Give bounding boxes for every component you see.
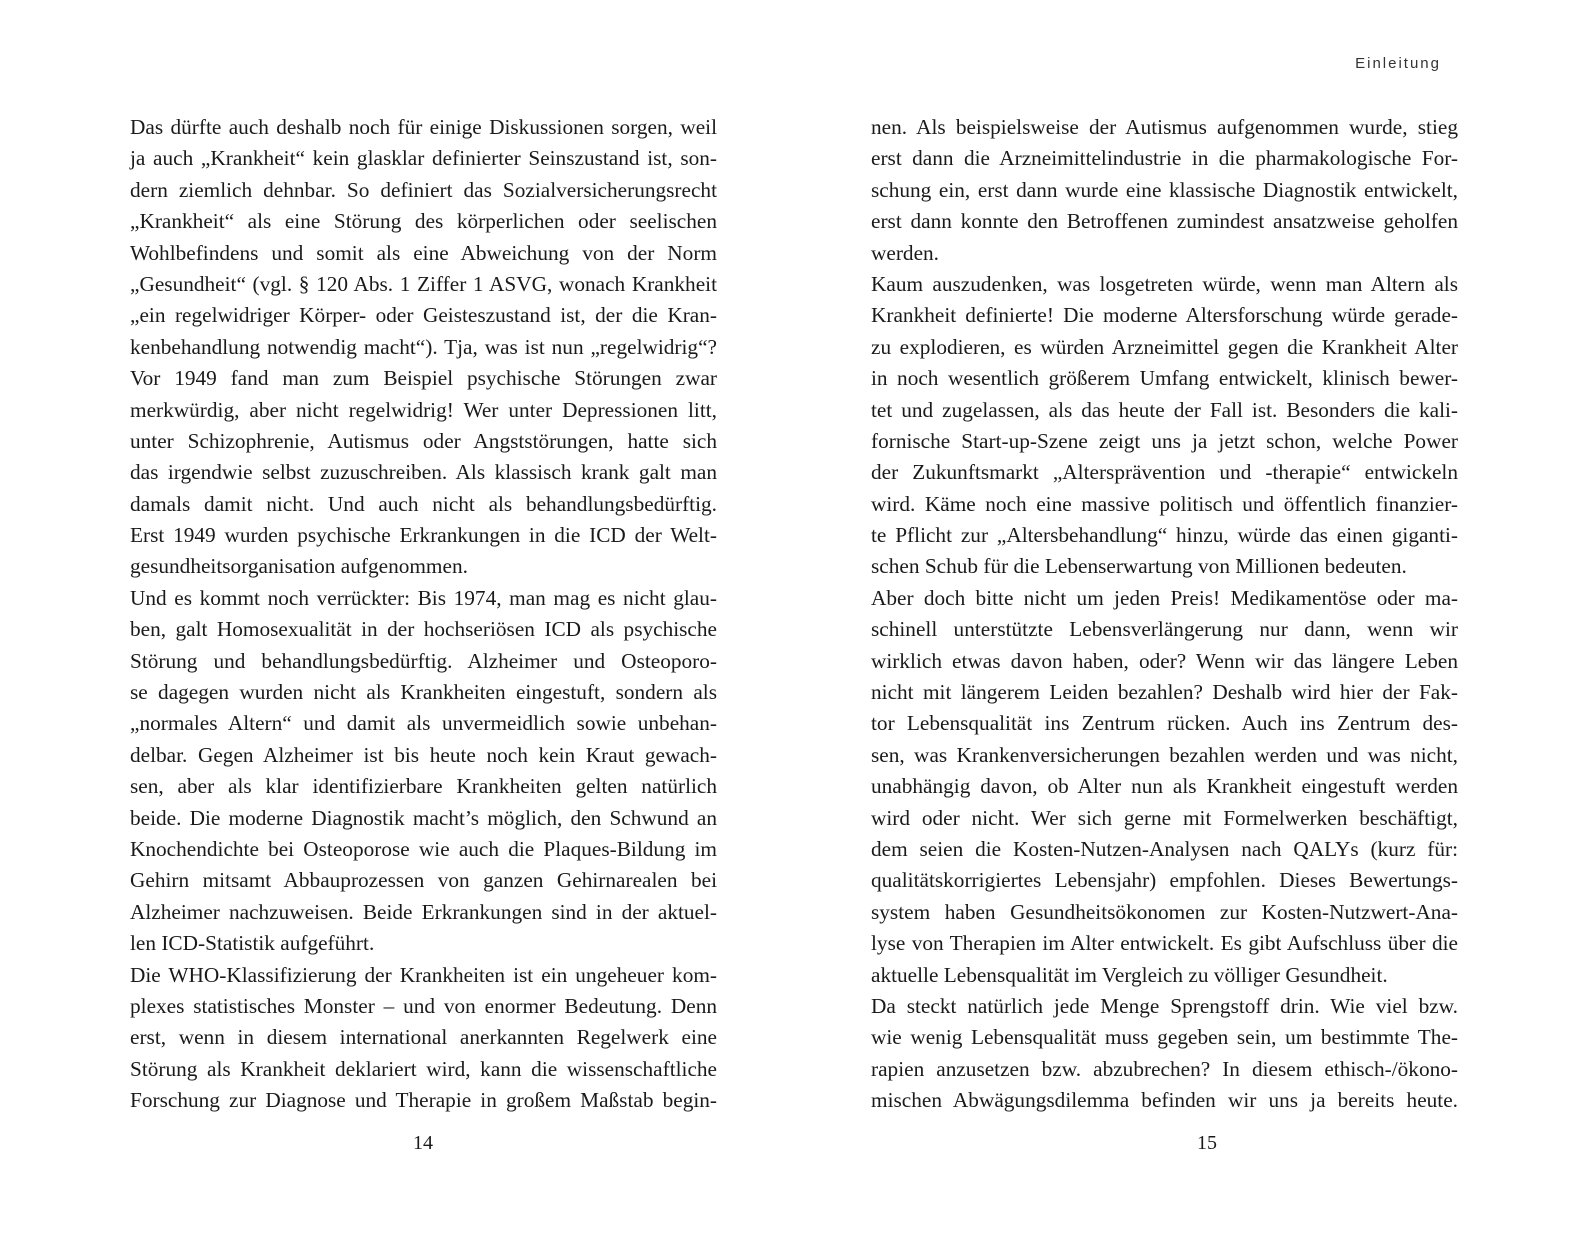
text-line: se dagegen wurden nicht als Krankheiten eingestuft, sondern als (130, 680, 717, 705)
text-line: erst, wenn in diesem international anerkannten Regelwerk eine (130, 1025, 717, 1050)
text-line: sen, was Krankenversicherungen bezahlen werden und was nicht, (871, 742, 1458, 767)
text-line: schinell unterstützte Lebensverlängerung nur dann, wenn wir (871, 617, 1458, 642)
text-line: ja auch „Krankheit“ kein glasklar definierter Seinszustand ist, son- (130, 146, 717, 171)
text-line: Krankheit definierte! Die moderne Altersforschung würde gerade- (871, 303, 1458, 328)
text-line: tet und zugelassen, als das heute der Fall ist. Besonders die kali- (871, 397, 1458, 422)
text-line: ben, galt Homosexualität in der hochseriösen ICD als psychische (130, 617, 717, 642)
text-line: Gehirn mitsamt Abbauprozessen von ganzen Gehirnarealen bei (130, 868, 717, 893)
text-line: Da steckt natürlich jede Menge Sprengstoff drin. Wie viel bzw. (871, 993, 1458, 1018)
text-line: dern ziemlich dehnbar. So definiert das Sozialversicherungsrecht (130, 177, 717, 202)
text-line: in noch wesentlich größerem Umfang entwickelt, klinisch bewer- (871, 366, 1458, 391)
text-line: Und es kommt noch verrückter: Bis 1974, man mag es nicht glau- (130, 585, 717, 610)
text-line: sen, aber als klar identifizierbare Krankheiten gelten natürlich (130, 774, 717, 799)
text-line: erst dann die Arzneimittelindustrie in die pharmakologische For- (871, 146, 1458, 171)
text-line: Störung als Krankheit deklariert wird, kann die wissenschaftliche (130, 1056, 717, 1081)
right-page-body-text (871, 112, 1458, 1117)
right-page (797, 0, 1594, 1240)
text-line: Forschung zur Diagnose und Therapie in großem Maßstab begin- (130, 1088, 717, 1113)
text-line: erst dann konnte den Betroffenen zumindest ansatzweise geholfen (871, 209, 1458, 234)
text-line: gesundheitsorganisation aufgenommen. (130, 554, 468, 579)
text-line: Die WHO-Klassifizierung der Krankheiten ist ein ungeheuer kom- (130, 962, 717, 987)
text-line: tor Lebensqualität ins Zentrum rücken. Auch ins Zentrum des- (871, 711, 1458, 736)
text-line: wirklich etwas davon haben, oder? Wenn wir das längere Leben (871, 648, 1458, 673)
text-line: „Krankheit“ als eine Störung des körperlichen oder seelischen (130, 209, 717, 234)
text-line: nicht mit längerem Leiden bezahlen? Deshalb wird hier der Fak- (871, 680, 1458, 705)
text-line: schung ein, erst dann wurde eine klassische Diagnostik entwickelt, (871, 177, 1458, 202)
text-line: qualitätskorrigiertes Lebensjahr) empfohlen. Dieses Bewertungs- (871, 868, 1458, 893)
text-line: unabhängig davon, ob Alter nun als Krankheit eingestuft werden (871, 774, 1458, 799)
text-line: wird oder nicht. Wer sich gerne mit Formelwerken beschäftigt, (871, 805, 1458, 830)
text-line: damals damit nicht. Und auch nicht als behandlungsbedürftig. (130, 491, 717, 516)
text-line: wird. Käme noch eine massive politisch und öffentlich finanzier- (871, 491, 1458, 516)
text-line: rapien anzusetzen bzw. abzubrechen? In diesem ethisch-/ökono- (871, 1056, 1458, 1081)
text-line: „Gesundheit“ (vgl. § 120 Abs. 1 Ziffer 1 ASVG, wonach Krankheit (130, 271, 717, 296)
text-line: werden. (871, 240, 939, 265)
text-line: mischen Abwägungsdilemma befinden wir uns ja bereits heute. (871, 1088, 1458, 1113)
text-line: schen Schub für die Lebenserwartung von Millionen bedeuten. (871, 554, 1407, 579)
text-line: Knochendichte bei Osteoporose wie auch die Plaques-Bildung im (130, 836, 717, 861)
text-line: wie wenig Lebensqualität muss gegeben sein, um bestimmte The- (871, 1025, 1458, 1050)
text-line: aktuelle Lebensqualität im Vergleich zu völliger Gesundheit. (871, 962, 1388, 987)
running-header: Einleitung (1355, 55, 1441, 72)
text-line: lyse von Therapien im Alter entwickelt. Es gibt Aufschluss über die (871, 931, 1458, 956)
text-line: Alzheimer nachzuweisen. Beide Erkrankungen sind in der aktuel- (130, 899, 717, 924)
left-page-number: 14 (413, 1132, 433, 1154)
text-line: len ICD-Statistik aufgeführt. (130, 931, 375, 956)
text-line: plexes statistisches Monster – und von enormer Bedeutung. Denn (130, 993, 717, 1018)
text-line: „ein regelwidriger Körper- oder Geisteszustand ist, der die Kran- (130, 303, 717, 328)
text-line: das irgendwie selbst zuzuschreiben. Als klassisch krank galt man (130, 460, 717, 485)
text-line: dem seien die Kosten-Nutzen-Analysen nach QALYs (kurz für: (871, 836, 1458, 861)
text-line: zu explodieren, es würden Arzneimittel gegen die Krankheit Alter (871, 334, 1458, 359)
text-line: Aber doch bitte nicht um jeden Preis! Medikamentöse oder ma- (871, 585, 1458, 610)
text-line: Kaum auszudenken, was losgetreten würde, wenn man Altern als (871, 271, 1458, 296)
text-line: merkwürdig, aber nicht regelwidrig! Wer unter Depressionen litt, (130, 397, 717, 422)
text-line: unter Schizophrenie, Autismus oder Angststörungen, hatte sich (130, 428, 717, 453)
text-line: kenbehandlung notwendig macht“). Tja, was ist nun „regelwidrig“? (130, 334, 717, 359)
text-line: der Zukunftsmarkt „Altersprävention und -therapie“ entwickeln (871, 460, 1458, 485)
text-line: fornische Start-up-Szene zeigt uns ja jetzt schon, welche Power (871, 428, 1458, 453)
text-line: Das dürfte auch deshalb noch für einige Diskussionen sorgen, weil (130, 115, 717, 139)
text-line: „normales Altern“ und damit als unvermeidlich sowie unbehan- (130, 711, 717, 736)
text-line: system haben Gesundheitsökonomen zur Kosten-Nutzwert-Ana- (871, 899, 1458, 924)
text-line: nen. Als beispielsweise der Autismus aufgenommen wurde, stieg (871, 115, 1458, 139)
text-line: Erst 1949 wurden psychische Erkrankungen in die ICD der Welt- (130, 523, 717, 548)
text-line: Wohlbefindens und somit als eine Abweichung von der Norm (130, 240, 717, 265)
right-page-number: 15 (1197, 1132, 1217, 1154)
text-line: Vor 1949 fand man zum Beispiel psychische Störungen zwar (130, 366, 717, 391)
left-page-body-text (130, 112, 717, 1117)
text-line: Störung und behandlungsbedürftig. Alzheimer und Osteoporo- (130, 648, 717, 673)
text-line: te Pflicht zur „Altersbehandlung“ hinzu, würde das einen giganti- (871, 523, 1458, 548)
text-line: beide. Die moderne Diagnostik macht’s möglich, den Schwund an (130, 805, 717, 830)
text-line: delbar. Gegen Alzheimer ist bis heute noch kein Kraut gewach- (130, 742, 717, 767)
